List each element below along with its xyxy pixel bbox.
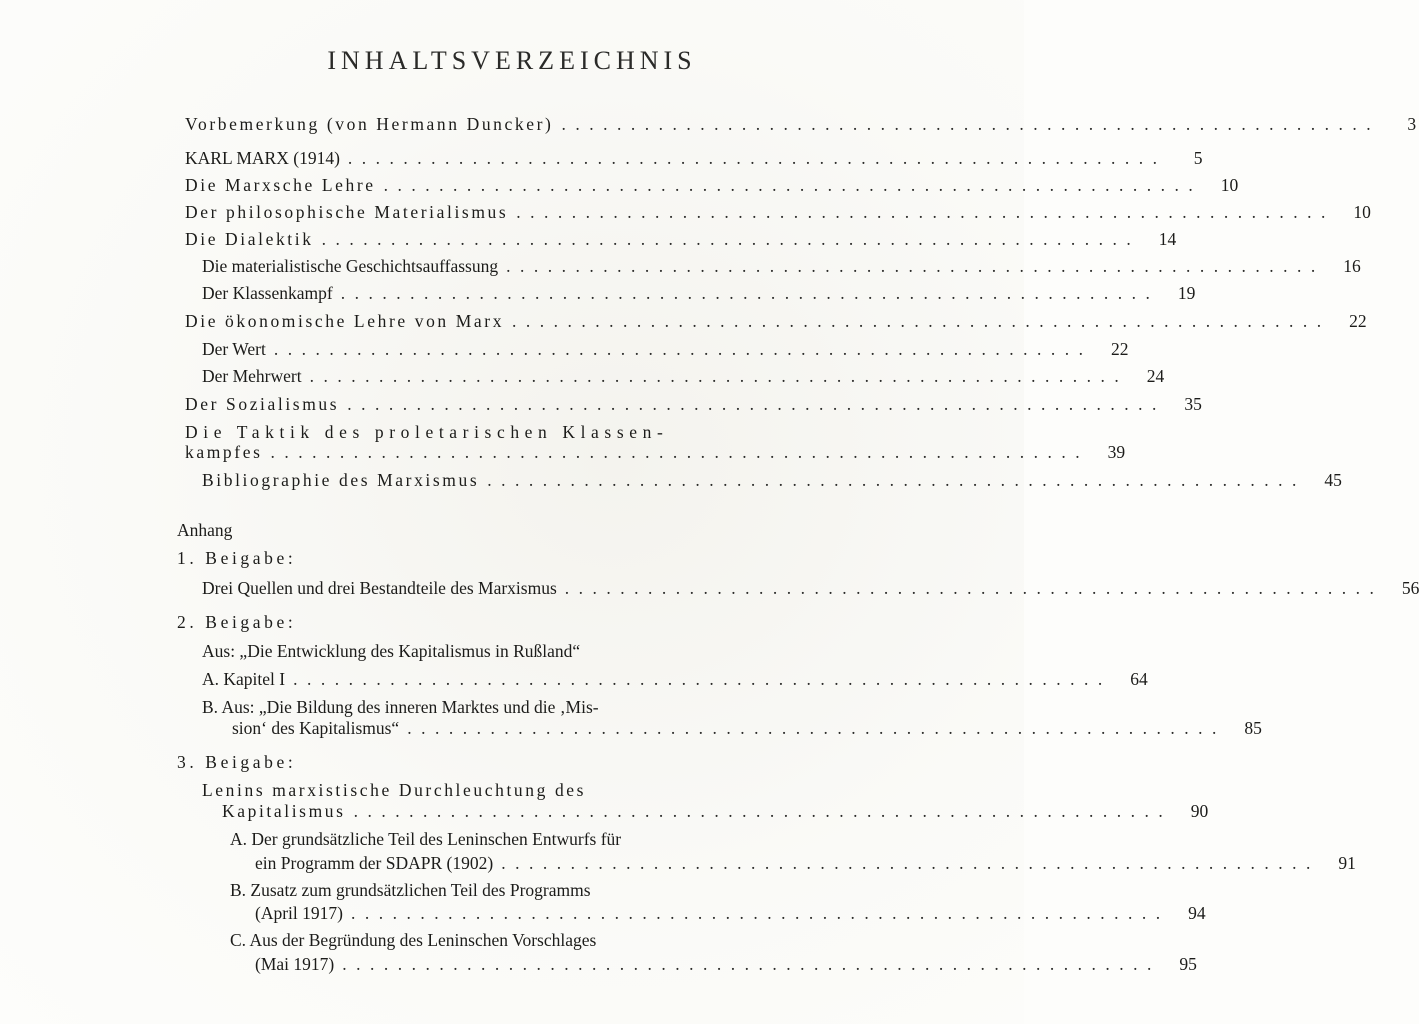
leader-dots: ........................................................... [383,175,1203,195]
toc-entry-title-line: Lenins marxistische Durchleuchtung des [202,780,587,800]
toc-entry [202,669,1148,689]
leader-dots: ........................................................... [350,903,1170,923]
toc-entry [202,470,1342,490]
leader-dots: ........................................................... [342,954,1161,974]
leader-dots: ........................................................... [321,229,1141,249]
toc-entry-title-line: B. Zusatz zum grundsätzlichen Teil des Programms [230,880,591,900]
leader-dots: ........................................................... [309,366,1129,386]
toc-entry [255,853,1356,873]
toc-entry [185,229,1177,249]
toc-entry [185,442,1126,462]
toc-entry-title: Der Klassenkampf [202,283,333,303]
toc-entry-title: KARL MARX (1914) [185,148,340,168]
toc-entry-title: Die materialistische Geschichtsauffassung [202,256,499,276]
toc-entry [232,718,1262,738]
toc-entry-title: Kapitalismus [222,801,346,821]
leader-dots: ........................................................... [564,578,1384,598]
leader-dots: ........................................................... [273,339,1093,359]
appendix-section-heading: 3. Beigabe: [177,752,297,772]
toc-entry-title: kampfes [185,442,263,462]
toc-entry-page: 94 [1188,903,1206,923]
toc-entry-title: sion‘ des Kapitalismus“ [232,718,400,738]
toc-entry [222,801,1209,821]
toc-entry-page: 10 [1220,175,1239,195]
leader-dots: ........................................................... [561,114,1381,134]
appendix-section-heading: 2. Beigabe: [177,612,297,632]
leader-dots: ........................................................... [407,718,1226,738]
toc-entry [185,175,1239,195]
leader-dots: ........................................................... [516,202,1335,222]
toc-entry-title: Die Marxsche Lehre [185,175,376,195]
toc-entry-title: Die ökonomische Lehre von Marx [185,311,505,331]
toc-entry-title-line: Die Taktik des proletarischen Klassen- [185,422,669,442]
toc-entry-title: Die Dialektik [185,229,314,249]
toc-entry [185,311,1367,331]
toc-entry [185,148,1203,168]
toc-entry [255,954,1197,974]
toc-entry-title: Vorbemerkung (von Hermann Duncker) [185,114,554,134]
leader-dots: ........................................................... [270,442,1090,462]
toc-entry-page: 3 [1407,114,1417,134]
toc-entry-page: 24 [1146,366,1165,386]
leader-dots: ........................................................... [501,853,1320,873]
toc-entry [202,283,1196,303]
toc-entry-page: 85 [1244,718,1262,738]
toc-entry-page: 14 [1158,229,1177,249]
leader-dots: ........................................................... [347,148,1167,168]
toc-entry-title: Der philosophische Materialismus [185,202,509,222]
toc-entry-page: 22 [1111,339,1129,359]
toc-entry-title: A. Kapitel I [202,669,286,689]
appendix-section-subtitle: Aus: „Die Entwicklung des Kapitalismus in Rußland“ [202,641,581,661]
leader-dots: ........................................................... [506,256,1325,276]
toc-entry-page: 90 [1190,801,1209,821]
toc-entry-page: 19 [1177,283,1196,303]
leader-dots: ........................................................... [512,311,1331,331]
toc-entry [185,114,1417,134]
toc-entry-title: (Mai 1917) [255,954,335,974]
toc-entry [185,394,1202,414]
toc-entry [202,366,1165,386]
toc-entry-title-line: C. Aus der Begründung des Leninschen Vorschlages [230,930,597,950]
appendix-heading: Anhang [177,520,233,540]
appendix-section-heading: 1. Beigabe: [177,548,297,568]
toc-entry [202,339,1129,359]
leader-dots: ........................................................... [347,394,1166,414]
toc-entry-title: Der Sozialismus [185,394,340,414]
toc-entry-title-line: A. Der grundsätzliche Teil des Leninschen Entwurfs für [230,829,622,849]
toc-entry [202,256,1361,276]
leader-dots: ........................................................... [487,470,1306,490]
toc-entry-page: 91 [1338,853,1356,873]
toc-entry-title: Der Mehrwert [202,366,302,386]
toc-entry-title: ein Programm der SDAPR (1902) [255,853,494,873]
leader-dots: ........................................................... [353,801,1173,821]
toc-entry-page: 95 [1179,954,1197,974]
toc-entry [202,578,1419,598]
toc-entry [255,903,1206,923]
toc-entry [185,202,1371,222]
toc-entry-title: (April 1917) [255,903,343,923]
toc-entry-title-line: B. Aus: „Die Bildung des inneren Marktes und die ‚Mis- [202,697,599,717]
leader-dots: ........................................................... [293,669,1112,689]
toc-entry-page: 5 [1193,148,1203,168]
toc-entry-page: 56 [1401,578,1419,598]
toc-entry-title: Bibliographie des Marxismus [202,470,480,490]
toc-entry-page: 16 [1343,256,1361,276]
toc-entry-title: Der Wert [202,339,266,359]
toc-entry-page: 22 [1349,311,1367,331]
toc-entry-page: 45 [1324,470,1342,490]
toc-entry-page: 39 [1107,442,1126,462]
page-title: INHALTSVERZEICHNIS [327,46,697,75]
toc-entry-title: Drei Quellen und drei Bestandteile des Marxismus [202,578,557,598]
toc-entry-page: 64 [1130,669,1148,689]
toc-entry-page: 35 [1184,394,1202,414]
toc-entry-page: 10 [1353,202,1371,222]
leader-dots: ........................................................... [340,283,1160,303]
